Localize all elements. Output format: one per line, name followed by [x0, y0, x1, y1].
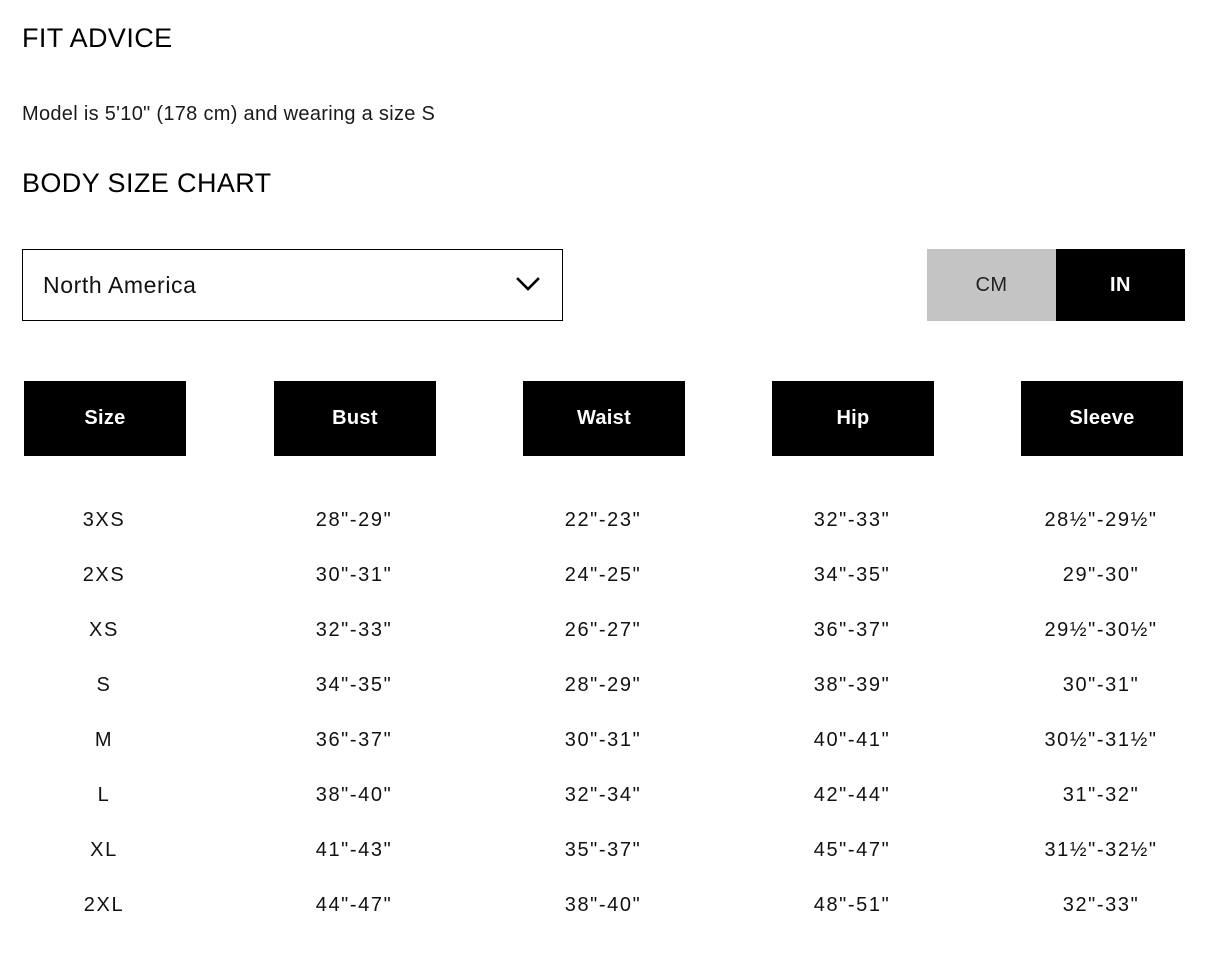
hip-cell: 32"-33": [813, 509, 891, 531]
bust-cell: 30"-31": [315, 564, 393, 586]
model-size-note: Model is 5'10" (178 cm) and wearing a size S: [22, 103, 436, 125]
bust-cell: 28"-29": [315, 509, 393, 531]
body-size-chart-title: BODY SIZE CHART: [22, 168, 272, 198]
table-row: [0, 603, 1221, 658]
region-select-value: North America: [43, 272, 197, 298]
hip-cell: 34"-35": [813, 564, 891, 586]
size-cell: S: [96, 674, 112, 696]
bust-cell: 44"-47": [315, 894, 393, 916]
table-row: [0, 768, 1221, 823]
hip-cell: 38"-39": [813, 674, 891, 696]
sleeve-cell: 30½"-31½": [1044, 729, 1158, 751]
bust-cell: 34"-35": [315, 674, 393, 696]
unit-toggle: [927, 249, 1185, 321]
bust-cell: 36"-37": [315, 729, 393, 751]
size-cell: XL: [90, 839, 118, 861]
table-row: [0, 823, 1221, 878]
hip-cell: 36"-37": [813, 619, 891, 641]
bust-cell: 41"-43": [315, 839, 393, 861]
waist-cell: 38"-40": [564, 894, 642, 916]
table-row: [0, 548, 1221, 603]
sleeve-cell: 28½"-29½": [1044, 509, 1158, 531]
sleeve-cell: 31"-32": [1062, 784, 1140, 806]
hip-cell: 42"-44": [813, 784, 891, 806]
size-cell: 2XL: [83, 894, 125, 916]
size-cell: L: [97, 784, 111, 806]
column-header-size: Size: [24, 381, 186, 456]
sleeve-cell: 29"-30": [1062, 564, 1140, 586]
waist-cell: 35"-37": [564, 839, 642, 861]
waist-cell: 22"-23": [564, 509, 642, 531]
table-row: [0, 493, 1221, 548]
size-cell: M: [94, 729, 114, 751]
chevron-down-icon: [516, 275, 540, 293]
waist-cell: 32"-34": [564, 784, 642, 806]
hip-cell: 48"-51": [813, 894, 891, 916]
fit-advice-title: FIT ADVICE: [22, 23, 173, 53]
unit-in-button[interactable]: IN: [1056, 249, 1185, 321]
table-row: [0, 713, 1221, 768]
hip-cell: 40"-41": [813, 729, 891, 751]
waist-cell: 24"-25": [564, 564, 642, 586]
table-row: [0, 878, 1221, 933]
column-header-waist: Waist: [523, 381, 685, 456]
column-header-sleeve: Sleeve: [1021, 381, 1183, 456]
size-cell: XS: [89, 619, 119, 641]
waist-cell: 26"-27": [564, 619, 642, 641]
unit-cm-button[interactable]: CM: [927, 249, 1056, 321]
table-row: [0, 658, 1221, 713]
region-select[interactable]: [22, 249, 563, 321]
sleeve-cell: 32"-33": [1062, 894, 1140, 916]
bust-cell: 38"-40": [315, 784, 393, 806]
sleeve-cell: 31½"-32½": [1044, 839, 1158, 861]
hip-cell: 45"-47": [813, 839, 891, 861]
waist-cell: 30"-31": [564, 729, 642, 751]
size-cell: 2XS: [82, 564, 126, 586]
size-cell: 3XS: [82, 509, 126, 531]
bust-cell: 32"-33": [315, 619, 393, 641]
column-header-bust: Bust: [274, 381, 436, 456]
column-header-hip: Hip: [772, 381, 934, 456]
sleeve-cell: 30"-31": [1062, 674, 1140, 696]
waist-cell: 28"-29": [564, 674, 642, 696]
sleeve-cell: 29½"-30½": [1044, 619, 1158, 641]
